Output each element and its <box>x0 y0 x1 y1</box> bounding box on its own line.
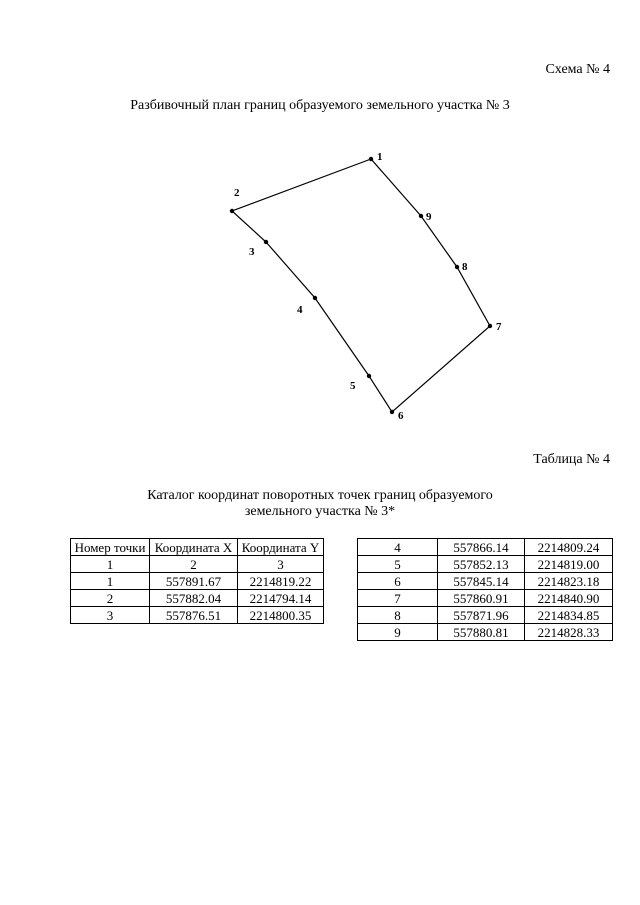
point-label-8: 8 <box>462 261 468 273</box>
cell-y: 2214828.33 <box>525 624 613 641</box>
catalog-title-line-2: земельного участка № 3* <box>244 504 396 519</box>
header-coordinate-y: Координата Y <box>238 539 324 556</box>
point-marker-5 <box>367 374 371 378</box>
cell-x: 557866.14 <box>438 539 525 556</box>
header-coordinate-x: Координата X <box>150 539 238 556</box>
point-label-6: 6 <box>398 410 404 422</box>
coordinates-table-left <box>70 538 324 624</box>
point-label-5: 5 <box>350 380 356 392</box>
cell-y: 2214834.85 <box>525 607 613 624</box>
cell-y: 2214819.00 <box>525 556 613 573</box>
cell-y: 2214840.90 <box>525 590 613 607</box>
plan-title: Разбивочный план границ образуемого земельного участка № 3 <box>130 98 510 113</box>
table-column-numbers-row <box>71 556 324 573</box>
boundary-polygon <box>232 159 490 412</box>
point-label-7: 7 <box>496 321 502 333</box>
cell-x: 557845.14 <box>438 573 525 590</box>
point-marker-7 <box>488 324 492 328</box>
table-row <box>358 607 613 624</box>
cell-point: 8 <box>358 607 438 624</box>
coordinates-table-right <box>357 538 613 641</box>
table-row <box>358 539 613 556</box>
point-marker-1 <box>369 157 373 161</box>
cell-point: 1 <box>71 573 150 590</box>
cell-y: 2214809.24 <box>525 539 613 556</box>
cell-x: 557871.96 <box>438 607 525 624</box>
table-row <box>71 590 324 607</box>
point-marker-8 <box>455 265 459 269</box>
point-label-3: 3 <box>249 246 255 258</box>
header-point-number: Номер точки <box>71 539 150 556</box>
point-label-9: 9 <box>426 211 432 223</box>
cell-x: 557882.04 <box>150 590 238 607</box>
table-row <box>358 573 613 590</box>
point-label-1: 1 <box>377 151 383 163</box>
cell-x: 557876.51 <box>150 607 238 624</box>
cell-y: 2214794.14 <box>238 590 324 607</box>
table-row <box>358 590 613 607</box>
point-markers <box>230 157 492 414</box>
cell-x: 557891.67 <box>150 573 238 590</box>
catalog-title-line-1: Каталог координат поворотных точек границ образуемого <box>147 488 493 503</box>
cell-x: 557860.91 <box>438 590 525 607</box>
point-marker-3 <box>264 240 268 244</box>
point-marker-9 <box>419 214 423 218</box>
point-labels <box>234 151 502 422</box>
cell-point: 4 <box>358 539 438 556</box>
cell-y: 2214800.35 <box>238 607 324 624</box>
point-marker-6 <box>390 410 394 414</box>
point-marker-4 <box>313 296 317 300</box>
point-label-2: 2 <box>234 187 240 199</box>
cell-point: 6 <box>358 573 438 590</box>
cell-point: 9 <box>358 624 438 641</box>
column-number: 3 <box>238 556 324 573</box>
catalog-title <box>0 488 640 520</box>
point-label-4: 4 <box>297 304 303 316</box>
point-marker-2 <box>230 209 234 213</box>
cell-point: 3 <box>71 607 150 624</box>
column-number: 1 <box>71 556 150 573</box>
cell-point: 7 <box>358 590 438 607</box>
table-row <box>71 607 324 624</box>
table-header-row <box>71 539 324 556</box>
table-row <box>358 624 613 641</box>
cell-y: 2214819.22 <box>238 573 324 590</box>
cell-point: 5 <box>358 556 438 573</box>
scheme-label: Схема № 4 <box>545 62 610 77</box>
cell-x: 557852.13 <box>438 556 525 573</box>
cell-y: 2214823.18 <box>525 573 613 590</box>
table-row <box>71 573 324 590</box>
cell-x: 557880.81 <box>438 624 525 641</box>
table-label: Таблица № 4 <box>533 452 610 467</box>
table-row <box>358 556 613 573</box>
cell-point: 2 <box>71 590 150 607</box>
column-number: 2 <box>150 556 238 573</box>
